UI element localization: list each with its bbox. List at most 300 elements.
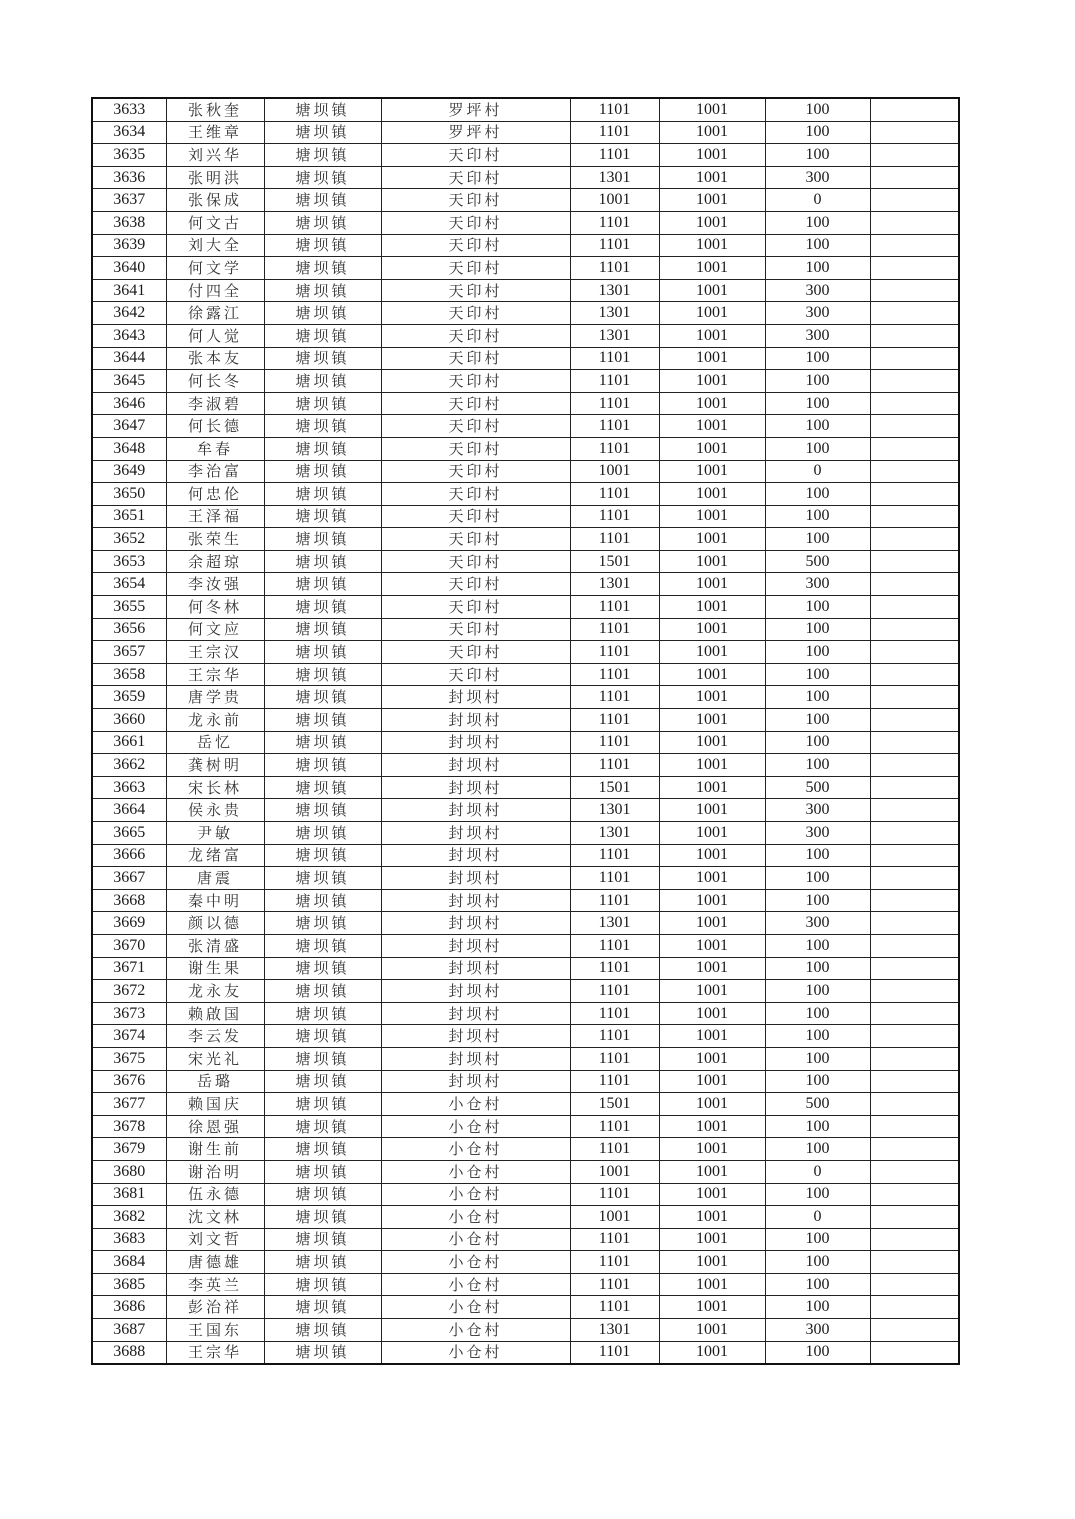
cell-serial-number: 3638 [92,211,166,234]
cell-code-b: 1001 [659,731,765,754]
cell-note [870,889,959,912]
cell-code-a: 1301 [570,324,659,347]
cell-name: 徐露江 [166,302,264,325]
cell-note [870,867,959,890]
cell-code-b: 1001 [659,889,765,912]
cell-note [870,98,959,121]
cell-village: 小仓村 [381,1206,570,1229]
cell-name: 颜以德 [166,912,264,935]
cell-code-b: 1001 [659,663,765,686]
cell-town: 塘坝镇 [264,1183,381,1206]
cell-name: 岳璐 [166,1070,264,1093]
cell-note [870,1206,959,1229]
cell-note [870,799,959,822]
cell-town: 塘坝镇 [264,1160,381,1183]
cell-town: 塘坝镇 [264,370,381,393]
table-row [92,550,959,573]
cell-town: 塘坝镇 [264,324,381,347]
cell-name: 何文学 [166,257,264,280]
cell-code-a: 1101 [570,483,659,506]
cell-note [870,1183,959,1206]
table-row [92,709,959,732]
cell-serial-number: 3646 [92,392,166,415]
cell-town: 塘坝镇 [264,641,381,664]
cell-name: 余超琼 [166,550,264,573]
cell-name: 王宗汉 [166,641,264,664]
cell-serial-number: 3685 [92,1273,166,1296]
cell-code-a: 1101 [570,596,659,619]
cell-note [870,528,959,551]
cell-name: 刘大全 [166,234,264,257]
cell-serial-number: 3640 [92,257,166,280]
cell-serial-number: 3653 [92,550,166,573]
cell-code-b: 1001 [659,324,765,347]
cell-note [870,822,959,845]
table-body [92,98,959,1364]
cell-town: 塘坝镇 [264,550,381,573]
cell-serial-number: 3679 [92,1138,166,1161]
cell-village: 天印村 [381,370,570,393]
cell-village: 天印村 [381,189,570,212]
cell-name: 张本友 [166,347,264,370]
cell-note [870,980,959,1003]
cell-name: 彭治祥 [166,1296,264,1319]
cell-village: 封坝村 [381,1002,570,1025]
cell-code-a: 1101 [570,663,659,686]
cell-town: 塘坝镇 [264,731,381,754]
cell-code-b: 1001 [659,189,765,212]
cell-amount: 100 [765,370,870,393]
cell-serial-number: 3681 [92,1183,166,1206]
table-row [92,1341,959,1364]
table-row [92,437,959,460]
cell-code-b: 1001 [659,1273,765,1296]
cell-amount: 100 [765,618,870,641]
cell-code-b: 1001 [659,1138,765,1161]
cell-note [870,257,959,280]
cell-town: 塘坝镇 [264,1251,381,1274]
cell-code-a: 1101 [570,257,659,280]
cell-amount: 100 [765,121,870,144]
cell-name: 宋长林 [166,776,264,799]
cell-name: 龙永前 [166,709,264,732]
cell-note [870,573,959,596]
cell-serial-number: 3680 [92,1160,166,1183]
cell-code-b: 1001 [659,1025,765,1048]
cell-note [870,709,959,732]
cell-amount: 0 [765,1160,870,1183]
cell-name: 何长德 [166,415,264,438]
cell-town: 塘坝镇 [264,934,381,957]
cell-code-a: 1301 [570,912,659,935]
cell-name: 龙永友 [166,980,264,1003]
cell-serial-number: 3683 [92,1228,166,1251]
cell-serial-number: 3666 [92,844,166,867]
cell-village: 封坝村 [381,912,570,935]
cell-serial-number: 3687 [92,1319,166,1342]
cell-amount: 100 [765,505,870,528]
cell-note [870,234,959,257]
cell-town: 塘坝镇 [264,98,381,121]
cell-code-b: 1001 [659,347,765,370]
cell-code-b: 1001 [659,934,765,957]
table-row [92,121,959,144]
cell-town: 塘坝镇 [264,1273,381,1296]
table-row [92,867,959,890]
cell-serial-number: 3669 [92,912,166,935]
cell-name: 王泽福 [166,505,264,528]
table-row [92,257,959,280]
cell-name: 李云发 [166,1025,264,1048]
cell-note [870,347,959,370]
cell-code-b: 1001 [659,844,765,867]
cell-serial-number: 3662 [92,754,166,777]
cell-name: 张保成 [166,189,264,212]
table-row [92,1047,959,1070]
table-row [92,641,959,664]
cell-village: 封坝村 [381,686,570,709]
cell-amount: 300 [765,822,870,845]
cell-town: 塘坝镇 [264,799,381,822]
cell-serial-number: 3650 [92,483,166,506]
cell-amount: 100 [765,1273,870,1296]
cell-note [870,1093,959,1116]
cell-code-a: 1501 [570,550,659,573]
cell-village: 小仓村 [381,1341,570,1364]
cell-village: 天印村 [381,573,570,596]
cell-village: 天印村 [381,550,570,573]
cell-serial-number: 3649 [92,460,166,483]
table-row [92,279,959,302]
cell-code-a: 1301 [570,1319,659,1342]
table-row [92,460,959,483]
cell-code-b: 1001 [659,1296,765,1319]
cell-name: 谢生果 [166,957,264,980]
table-row [92,957,959,980]
cell-note [870,934,959,957]
cell-code-b: 1001 [659,483,765,506]
table-row [92,1251,959,1274]
cell-code-a: 1101 [570,1047,659,1070]
cell-town: 塘坝镇 [264,1228,381,1251]
cell-town: 塘坝镇 [264,1319,381,1342]
cell-note [870,618,959,641]
table-row [92,1228,959,1251]
cell-town: 塘坝镇 [264,437,381,460]
cell-name: 张荣生 [166,528,264,551]
cell-note [870,1228,959,1251]
cell-code-a: 1101 [570,1341,659,1364]
cell-amount: 100 [765,1183,870,1206]
cell-village: 天印村 [381,528,570,551]
cell-serial-number: 3659 [92,686,166,709]
cell-village: 天印村 [381,211,570,234]
cell-code-a: 1101 [570,370,659,393]
cell-note [870,189,959,212]
cell-code-b: 1001 [659,709,765,732]
cell-name: 赖啟国 [166,1002,264,1025]
cell-amount: 100 [765,663,870,686]
cell-amount: 100 [765,844,870,867]
cell-town: 塘坝镇 [264,1093,381,1116]
table-row [92,166,959,189]
cell-code-b: 1001 [659,1070,765,1093]
cell-note [870,844,959,867]
cell-amount: 500 [765,776,870,799]
cell-village: 天印村 [381,663,570,686]
cell-village: 天印村 [381,505,570,528]
cell-serial-number: 3656 [92,618,166,641]
cell-note [870,686,959,709]
table-row [92,596,959,619]
cell-name: 何文古 [166,211,264,234]
table-row [92,754,959,777]
cell-code-a: 1301 [570,302,659,325]
cell-amount: 100 [765,934,870,957]
cell-note [870,1025,959,1048]
table-row [92,1025,959,1048]
cell-village: 小仓村 [381,1296,570,1319]
cell-amount: 300 [765,279,870,302]
cell-note [870,1138,959,1161]
cell-town: 塘坝镇 [264,686,381,709]
cell-village: 天印村 [381,347,570,370]
cell-town: 塘坝镇 [264,618,381,641]
cell-village: 小仓村 [381,1319,570,1342]
cell-code-a: 1101 [570,1115,659,1138]
table-row [92,528,959,551]
cell-amount: 100 [765,1025,870,1048]
cell-village: 小仓村 [381,1183,570,1206]
cell-serial-number: 3644 [92,347,166,370]
cell-town: 塘坝镇 [264,663,381,686]
cell-name: 侯永贵 [166,799,264,822]
cell-town: 塘坝镇 [264,1206,381,1229]
cell-code-b: 1001 [659,686,765,709]
cell-amount: 100 [765,596,870,619]
cell-amount: 100 [765,211,870,234]
cell-village: 天印村 [381,415,570,438]
cell-code-b: 1001 [659,822,765,845]
cell-village: 天印村 [381,596,570,619]
cell-amount: 100 [765,641,870,664]
cell-code-a: 1101 [570,957,659,980]
cell-village: 封坝村 [381,709,570,732]
cell-town: 塘坝镇 [264,1341,381,1364]
cell-code-b: 1001 [659,302,765,325]
cell-village: 封坝村 [381,957,570,980]
cell-town: 塘坝镇 [264,166,381,189]
table-row [92,980,959,1003]
cell-note [870,754,959,777]
cell-note [870,415,959,438]
cell-village: 封坝村 [381,754,570,777]
cell-code-a: 1101 [570,347,659,370]
cell-amount: 100 [765,709,870,732]
cell-code-a: 1001 [570,1160,659,1183]
cell-village: 天印村 [381,483,570,506]
table-row [92,1138,959,1161]
cell-code-a: 1101 [570,121,659,144]
cell-code-a: 1101 [570,844,659,867]
cell-note [870,392,959,415]
table-row [92,392,959,415]
cell-note [870,144,959,167]
cell-amount: 300 [765,1319,870,1342]
table-row [92,347,959,370]
cell-village: 罗坪村 [381,121,570,144]
table-row [92,618,959,641]
table-row [92,1206,959,1229]
cell-amount: 100 [765,392,870,415]
cell-amount: 100 [765,957,870,980]
cell-code-b: 1001 [659,1319,765,1342]
cell-town: 塘坝镇 [264,279,381,302]
cell-code-a: 1101 [570,618,659,641]
cell-code-b: 1001 [659,98,765,121]
cell-code-b: 1001 [659,1341,765,1364]
cell-name: 何冬林 [166,596,264,619]
cell-amount: 100 [765,1047,870,1070]
cell-serial-number: 3674 [92,1025,166,1048]
cell-town: 塘坝镇 [264,596,381,619]
cell-amount: 100 [765,528,870,551]
cell-name: 张清盛 [166,934,264,957]
cell-name: 牟春 [166,437,264,460]
cell-village: 封坝村 [381,822,570,845]
cell-code-b: 1001 [659,460,765,483]
cell-note [870,912,959,935]
cell-serial-number: 3684 [92,1251,166,1274]
cell-name: 李治富 [166,460,264,483]
cell-village: 小仓村 [381,1138,570,1161]
cell-note [870,1115,959,1138]
cell-name: 何人觉 [166,324,264,347]
cell-note [870,1070,959,1093]
cell-town: 塘坝镇 [264,392,381,415]
cell-serial-number: 3675 [92,1047,166,1070]
table-row [92,663,959,686]
cell-amount: 0 [765,189,870,212]
table-row [92,686,959,709]
cell-amount: 100 [765,347,870,370]
cell-name: 王国东 [166,1319,264,1342]
cell-serial-number: 3670 [92,934,166,957]
cell-serial-number: 3645 [92,370,166,393]
cell-village: 封坝村 [381,799,570,822]
cell-code-a: 1101 [570,1025,659,1048]
cell-note [870,731,959,754]
cell-village: 封坝村 [381,1047,570,1070]
cell-note [870,483,959,506]
cell-amount: 100 [765,980,870,1003]
cell-serial-number: 3642 [92,302,166,325]
cell-amount: 100 [765,234,870,257]
cell-code-a: 1101 [570,709,659,732]
cell-village: 天印村 [381,641,570,664]
cell-code-b: 1001 [659,912,765,935]
cell-name: 付四全 [166,279,264,302]
table-row [92,505,959,528]
cell-amount: 0 [765,1206,870,1229]
cell-village: 罗坪村 [381,98,570,121]
table-row [92,776,959,799]
cell-note [870,776,959,799]
cell-code-b: 1001 [659,641,765,664]
cell-code-b: 1001 [659,980,765,1003]
cell-code-a: 1001 [570,189,659,212]
cell-amount: 100 [765,889,870,912]
cell-serial-number: 3660 [92,709,166,732]
cell-note [870,437,959,460]
table-row [92,731,959,754]
cell-note [870,596,959,619]
table-row [92,799,959,822]
cell-name: 李英兰 [166,1273,264,1296]
cell-code-b: 1001 [659,596,765,619]
cell-town: 塘坝镇 [264,1025,381,1048]
cell-code-a: 1101 [570,1273,659,1296]
table-row [92,844,959,867]
cell-serial-number: 3639 [92,234,166,257]
cell-code-a: 1501 [570,1093,659,1116]
cell-town: 塘坝镇 [264,483,381,506]
cell-note [870,1296,959,1319]
cell-serial-number: 3651 [92,505,166,528]
cell-code-b: 1001 [659,505,765,528]
cell-code-b: 1001 [659,573,765,596]
cell-code-a: 1101 [570,144,659,167]
cell-amount: 100 [765,1138,870,1161]
cell-serial-number: 3667 [92,867,166,890]
cell-amount: 100 [765,144,870,167]
cell-town: 塘坝镇 [264,528,381,551]
cell-village: 天印村 [381,279,570,302]
cell-code-a: 1101 [570,1002,659,1025]
cell-code-a: 1101 [570,437,659,460]
cell-serial-number: 3665 [92,822,166,845]
cell-name: 尹敏 [166,822,264,845]
cell-name: 沈文林 [166,1206,264,1229]
cell-village: 天印村 [381,234,570,257]
cell-note [870,663,959,686]
cell-village: 天印村 [381,144,570,167]
cell-amount: 100 [765,1296,870,1319]
cell-note [870,166,959,189]
cell-code-b: 1001 [659,1251,765,1274]
cell-note [870,279,959,302]
cell-code-a: 1101 [570,505,659,528]
cell-code-a: 1101 [570,528,659,551]
cell-code-a: 1001 [570,1206,659,1229]
cell-code-b: 1001 [659,392,765,415]
cell-amount: 300 [765,799,870,822]
cell-town: 塘坝镇 [264,980,381,1003]
cell-town: 塘坝镇 [264,189,381,212]
cell-code-b: 1001 [659,1228,765,1251]
cell-amount: 100 [765,731,870,754]
cell-village: 小仓村 [381,1251,570,1274]
cell-town: 塘坝镇 [264,867,381,890]
cell-village: 小仓村 [381,1273,570,1296]
cell-serial-number: 3676 [92,1070,166,1093]
cell-town: 塘坝镇 [264,1002,381,1025]
cell-code-a: 1101 [570,211,659,234]
cell-code-a: 1001 [570,460,659,483]
cell-village: 封坝村 [381,889,570,912]
cell-code-b: 1001 [659,279,765,302]
cell-amount: 100 [765,1251,870,1274]
